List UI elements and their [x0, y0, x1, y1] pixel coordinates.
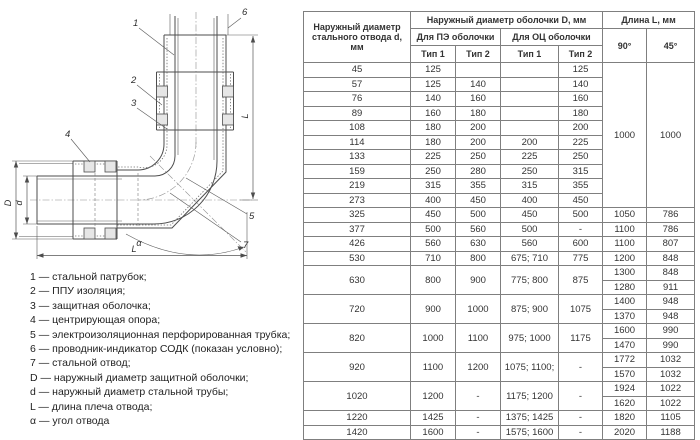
table-cell: 1570: [603, 367, 647, 382]
callout-1: 1: [133, 18, 139, 29]
header-oc-type1: Тип 1: [501, 46, 559, 63]
table-cell: 1600: [411, 425, 456, 440]
legend-item: 2 — ППУ изоляция;: [30, 285, 126, 298]
table-cell: 1220: [304, 411, 411, 426]
table-cell: -: [559, 382, 603, 411]
table-row: [304, 63, 695, 78]
table-cell: 200: [501, 135, 559, 150]
table-cell: -: [559, 425, 603, 440]
steel-pipe-thickness: [37, 18, 214, 221]
legend-item: 5 — электроизоляционная перфорированная трубка;: [30, 328, 291, 341]
table-cell: 710: [411, 251, 456, 266]
dim-arrow: [14, 161, 18, 168]
header-steel-diameter: Наружный диаметр стального отвода d, мм: [304, 12, 411, 63]
dim-label-alpha: α: [136, 238, 142, 248]
table-cell: -: [559, 222, 603, 237]
centering-support: [84, 228, 95, 239]
table-cell: 450: [559, 193, 603, 208]
table-cell: 140: [411, 92, 456, 107]
table-cell: 1188: [647, 425, 695, 440]
table-cell: 1772: [603, 353, 647, 368]
header-length-group: Длина L, мм: [603, 12, 695, 29]
table-cell: 1200: [456, 353, 501, 382]
centering-support: [84, 161, 95, 172]
table-cell: 920: [304, 353, 411, 382]
header-oc-type2: Тип 2: [559, 46, 603, 63]
callout-6: 6: [242, 7, 248, 18]
table-cell: 140: [456, 77, 501, 92]
table-cell: 133: [304, 150, 411, 165]
table-cell: 800: [411, 266, 456, 295]
dim-arrow: [25, 218, 29, 225]
spec-table-container: [303, 11, 695, 440]
table-cell: 1105: [647, 411, 695, 426]
table-cell: 315: [559, 164, 603, 179]
table-cell: 1100: [411, 353, 456, 382]
table-cell: 125: [411, 77, 456, 92]
table-row: [304, 295, 695, 310]
table-cell: 450: [456, 193, 501, 208]
table-cell: 355: [559, 179, 603, 194]
table-cell: 160: [559, 92, 603, 107]
table-cell: 775: [559, 251, 603, 266]
table-cell: -: [456, 411, 501, 426]
table-cell: 1020: [304, 382, 411, 411]
table-cell: 1575; 1600: [501, 425, 559, 440]
table-cell: 560: [501, 237, 559, 252]
table-cell: 1370: [603, 309, 647, 324]
table-cell: 1100: [456, 324, 501, 353]
table-cell: 875: [559, 266, 603, 295]
table-cell: 160: [456, 92, 501, 107]
table-cell: 775; 800: [501, 266, 559, 295]
table-cell: [501, 63, 559, 78]
spec-table-head: [304, 12, 695, 63]
table-cell: 225: [411, 150, 456, 165]
table-cell: 325: [304, 208, 411, 223]
collar-vertical-texture: [160, 74, 231, 128]
table-cell: 1600: [603, 324, 647, 339]
table-cell: 1000: [411, 324, 456, 353]
collar-vertical: [157, 72, 234, 130]
table-cell: 990: [647, 338, 695, 353]
table-cell: 200: [456, 121, 501, 136]
legend-item: d — наружный диаметр стальной трубы;: [30, 386, 229, 399]
table-cell: 1000: [647, 63, 695, 208]
table-cell: -: [559, 411, 603, 426]
table-cell: 675; 710: [501, 251, 559, 266]
table-cell: 975; 1000: [501, 324, 559, 353]
table-cell: 1022: [647, 396, 695, 411]
table-cell: 250: [456, 150, 501, 165]
table-cell: 140: [559, 77, 603, 92]
table-cell: 500: [456, 208, 501, 223]
elbow-drawing: [0, 0, 303, 262]
table-cell: 848: [647, 266, 695, 281]
table-row: [304, 237, 695, 252]
table-cell: 108: [304, 121, 411, 136]
table-cell: [501, 106, 559, 121]
table-row: [304, 266, 695, 281]
table-cell: 1050: [603, 208, 647, 223]
table-cell: 125: [559, 63, 603, 78]
table-cell: 426: [304, 237, 411, 252]
table-cell: -: [456, 425, 501, 440]
table-row: [304, 382, 695, 397]
table-cell: 600: [559, 237, 603, 252]
table-cell: 1300: [603, 266, 647, 281]
table-cell: 900: [456, 266, 501, 295]
table-cell: 1420: [304, 425, 411, 440]
table-row: [304, 222, 695, 237]
table-cell: [501, 92, 559, 107]
dim-label-D: D: [3, 199, 13, 207]
table-cell: 820: [304, 324, 411, 353]
dim-arrow: [14, 233, 18, 240]
table-cell: 1425: [411, 411, 456, 426]
header-45deg: 45°: [647, 29, 695, 63]
legend-item: 6 — проводник-индикатор СОДК (показан условно);: [30, 343, 283, 356]
table-cell: 786: [647, 222, 695, 237]
casing-outer-boundary: [117, 35, 226, 228]
table-cell: 560: [411, 237, 456, 252]
spec-table-body: [304, 63, 695, 440]
table-cell: 450: [501, 208, 559, 223]
centering-support: [157, 86, 168, 97]
header-pe-type2: Тип 2: [456, 46, 501, 63]
callout-2: 2: [131, 75, 137, 86]
centering-support: [223, 114, 234, 125]
table-cell: 500: [411, 222, 456, 237]
legend-item: 3 — защитная оболочка;: [30, 299, 151, 312]
legend-item: D — наружный диаметр защитной оболочки;: [30, 371, 249, 384]
table-cell: 125: [411, 63, 456, 78]
table-cell: 1022: [647, 382, 695, 397]
table-cell: 900: [411, 295, 456, 324]
table-cell: 1075: [559, 295, 603, 324]
table-cell: 219: [304, 179, 411, 194]
table-cell: 560: [456, 222, 501, 237]
table-cell: 1032: [647, 353, 695, 368]
table-cell: 250: [501, 164, 559, 179]
spec-table: [303, 11, 695, 440]
table-cell: 377: [304, 222, 411, 237]
table-cell: -: [456, 382, 501, 411]
leader-4: [71, 139, 90, 162]
table-cell: 89: [304, 106, 411, 121]
elbow-drawing-svg: [0, 0, 303, 262]
header-row-1: [304, 12, 695, 29]
table-cell: 1280: [603, 280, 647, 295]
header-casing-diameter-group: Наружный диаметр оболочки D, мм: [411, 12, 603, 29]
legend: [30, 270, 300, 428]
dim-label-L-vertical: L: [240, 113, 250, 119]
dim-label-L-horizontal: L: [131, 244, 137, 254]
table-cell: 400: [501, 193, 559, 208]
table-cell: 315: [411, 179, 456, 194]
table-cell: [501, 77, 559, 92]
leader-7: [170, 193, 241, 242]
dim-arrow: [241, 253, 248, 257]
dim-L-horiz-extensions: [37, 212, 247, 259]
legend-item: 1 — стальной патрубок;: [30, 271, 147, 283]
callout-7: 7: [243, 240, 249, 251]
table-cell: 948: [647, 295, 695, 310]
table-cell: 250: [559, 150, 603, 165]
table-cell: 1100: [603, 222, 647, 237]
table-row: [304, 425, 695, 440]
table-cell: 1620: [603, 396, 647, 411]
table-cell: 200: [559, 121, 603, 136]
dim-arrow: [25, 176, 29, 183]
table-cell: 45: [304, 63, 411, 78]
table-cell: 1820: [603, 411, 647, 426]
header-oc-group: Для ОЦ оболочки: [501, 29, 603, 46]
table-cell: 400: [411, 193, 456, 208]
table-cell: 500: [559, 208, 603, 223]
table-cell: 530: [304, 251, 411, 266]
table-cell: 1470: [603, 338, 647, 353]
table-cell: 500: [501, 222, 559, 237]
legend-item: α — угол отвода: [30, 415, 110, 428]
table-cell: 1200: [411, 382, 456, 411]
table-cell: [501, 121, 559, 136]
callout-4: 4: [65, 129, 71, 140]
table-cell: 990: [647, 324, 695, 339]
centering-support: [223, 86, 234, 97]
centering-support: [157, 114, 168, 125]
table-row: [304, 324, 695, 339]
table-cell: 875; 900: [501, 295, 559, 324]
legend-item: 4 — центрирующая опора;: [30, 314, 161, 327]
indicator-wire-top: [170, 14, 228, 35]
table-cell: 114: [304, 135, 411, 150]
table-cell: 1924: [603, 382, 647, 397]
table-cell: 200: [456, 135, 501, 150]
table-cell: 911: [647, 280, 695, 295]
table-cell: 786: [647, 208, 695, 223]
header-90deg: 90°: [603, 29, 647, 63]
centerline-bend: [138, 142, 196, 200]
steel-pipe-wall-outer: [37, 16, 217, 224]
table-cell: 1000: [603, 63, 647, 208]
table-cell: 180: [411, 121, 456, 136]
dim-label-d: d: [14, 200, 24, 206]
leader-6: [228, 18, 241, 28]
table-cell: 160: [411, 106, 456, 121]
table-cell: 159: [304, 164, 411, 179]
table-cell: 450: [411, 208, 456, 223]
dim-arrow: [251, 193, 255, 200]
header-pe-group: Для ПЭ оболочки: [411, 29, 501, 46]
table-cell: 948: [647, 309, 695, 324]
table-cell: 1375; 1425: [501, 411, 559, 426]
table-cell: 1000: [456, 295, 501, 324]
casing-outer-texture: [117, 38, 223, 225]
angle-arc: [126, 234, 244, 255]
callout-3: 3: [131, 98, 137, 109]
callout-5: 5: [249, 211, 255, 222]
table-cell: [456, 63, 501, 78]
table-cell: 630: [304, 266, 411, 295]
table-cell: 76: [304, 92, 411, 107]
leader-1: [139, 28, 174, 55]
header-pe-type1: Тип 1: [411, 46, 456, 63]
table-cell: 800: [456, 251, 501, 266]
table-cell: -: [559, 353, 603, 382]
table-cell: 1032: [647, 367, 695, 382]
table-cell: 225: [559, 135, 603, 150]
table-cell: 355: [456, 179, 501, 194]
table-cell: 280: [456, 164, 501, 179]
centering-support: [105, 228, 116, 239]
table-cell: 1100: [603, 237, 647, 252]
legend-item: L — длина плеча отвода;: [30, 400, 153, 413]
table-cell: 273: [304, 193, 411, 208]
legend-item: 7 — стальной отвод;: [30, 357, 131, 370]
table-cell: 180: [559, 106, 603, 121]
table-row: [304, 411, 695, 426]
table-cell: 315: [501, 179, 559, 194]
table-cell: 225: [501, 150, 559, 165]
table-cell: 1200: [603, 251, 647, 266]
table-cell: 250: [411, 164, 456, 179]
table-cell: 1175; 1200: [501, 382, 559, 411]
table-cell: 2020: [603, 425, 647, 440]
table-cell: 720: [304, 295, 411, 324]
table-cell: 180: [456, 106, 501, 121]
table-cell: 1075; 1100;: [501, 353, 559, 382]
table-cell: 630: [456, 237, 501, 252]
dim-arrow: [251, 36, 255, 43]
table-row: [304, 353, 695, 368]
centerline-bisector: [150, 156, 246, 252]
table-cell: 1175: [559, 324, 603, 353]
table-cell: 180: [411, 135, 456, 150]
dim-arrow: [37, 253, 44, 257]
table-row: [304, 208, 695, 223]
table-row: [304, 251, 695, 266]
centering-support: [105, 161, 116, 172]
table-cell: 57: [304, 77, 411, 92]
table-cell: 1400: [603, 295, 647, 310]
table-cell: 848: [647, 251, 695, 266]
table-cell: 807: [647, 237, 695, 252]
